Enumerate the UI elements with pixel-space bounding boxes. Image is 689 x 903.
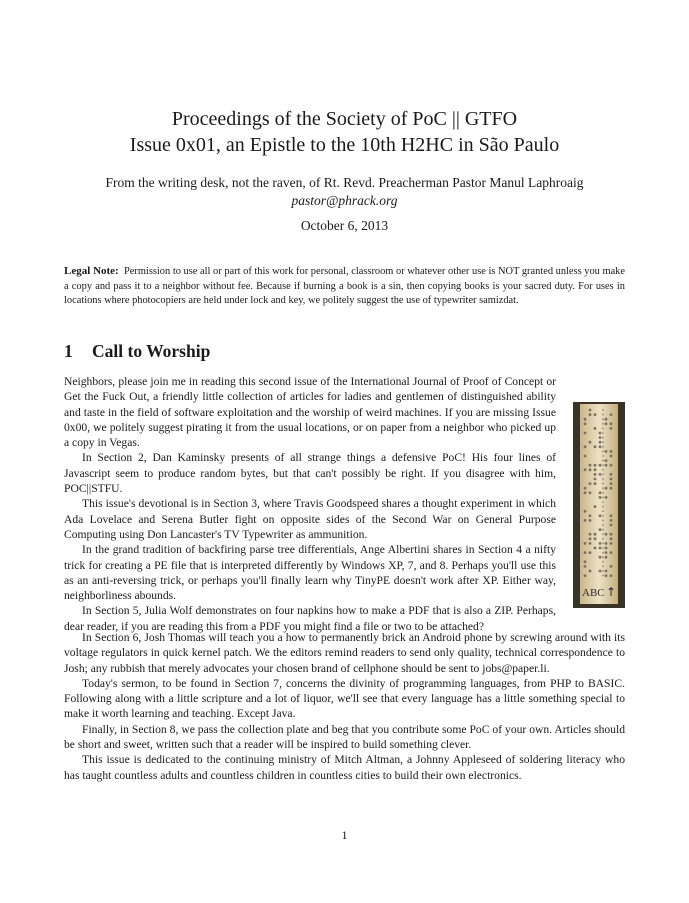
punched-hole [594,547,597,550]
paper-title [60,106,629,158]
punched-hole [599,473,602,476]
punched-hole [584,455,587,458]
sprocket-hole [602,414,604,416]
sprocket-hole [602,446,604,448]
punched-hole [589,409,592,412]
sprocket-hole [602,492,604,494]
punched-hole [610,450,613,453]
punched-hole [594,537,597,540]
punched-hole [610,422,613,425]
punched-hole [594,413,597,416]
punched-hole [599,570,602,573]
punched-hole [584,560,587,563]
sprocket-hole [602,469,604,471]
sprocket-hole [602,428,604,430]
punched-hole [584,487,587,490]
punched-hole [605,487,608,490]
punched-hole [605,547,608,550]
sprocket-hole [602,423,604,425]
tape-handwriting: ABC [582,587,605,599]
punched-hole [605,570,608,573]
punched-hole [584,445,587,448]
sprocket-hole [602,501,604,503]
punched-hole [610,574,613,577]
punched-hole [584,510,587,513]
punched-hole [589,537,592,540]
punched-hole [584,468,587,471]
punched-hole [605,418,608,421]
sprocket-hole [602,543,604,545]
punched-hole [610,487,613,490]
punched-hole [589,519,592,522]
sprocket-hole [602,520,604,522]
paragraph: In Section 5, Julia Wolf demonstrates on four napkins how to make a PDF that is also a ZIP. Perhaps, dear reader, if you are reading this from a PDF you might find a file or two to be attached? [64,604,556,633]
punched-hole [599,445,602,448]
sprocket-hole [602,455,604,457]
sprocket-hole [602,483,604,485]
punched-hole [594,478,597,481]
punched-hole [594,482,597,485]
sprocket-hole [602,533,604,535]
punched-hole [599,491,602,494]
paragraph: Neighbors, please join me in reading this second issue of the International Journal of Proof of Concept or Get the Fuck Out, a friendly little collection of articles for ladies and gentlemen of distinguished ability and taste in the field of software exploitation and the worship of weird machines. If you are missing Issue 0x00, we politely suggest pirating it from the usual locations, or on paper from a neighbor who picked up a copy in Vegas. [64,375,556,450]
punched-hole [605,551,608,554]
author-block [40,174,649,210]
punched-hole [594,468,597,471]
punched-hole [594,427,597,430]
sprocket-hole [602,524,604,526]
punched-hole [605,422,608,425]
punched-hole [584,519,587,522]
punched-hole [610,537,613,540]
punched-hole [589,468,592,471]
sprocket-hole [602,552,604,554]
punched-hole [599,528,602,531]
punched-hole [605,459,608,462]
legal-note [64,264,625,309]
sprocket-hole [602,556,604,558]
title-line-1: Proceedings of the Society of PoC || GTFO [171,108,518,130]
punched-hole [589,464,592,467]
punched-hole [599,496,602,499]
punched-hole [610,524,613,527]
sprocket-hole [602,432,604,434]
punched-hole [610,455,613,458]
author-line: From the writing desk, not the raven, of Rt. Revd. Preacherman Pastor Manul Laphroaig [105,175,584,190]
punched-hole [589,491,592,494]
punched-hole [610,427,613,430]
section-heading [64,341,210,362]
punched-hole [610,533,613,536]
punched-hole [610,478,613,481]
punched-tape-figure [573,402,625,608]
body-narrow-column [64,374,556,634]
punched-hole [589,570,592,573]
sprocket-hole [602,510,604,512]
punched-hole [605,450,608,453]
title-line-2: Issue 0x01, an Epistle to the 10th H2HC in São Paulo [129,134,560,156]
punched-hole [589,441,592,444]
sprocket-hole [602,451,604,453]
punched-hole [599,556,602,559]
legal-note-label: Legal Note: [64,265,119,277]
sprocket-hole [602,497,604,499]
sprocket-hole [602,464,604,466]
punched-hole [594,445,597,448]
punched-hole [610,482,613,485]
punched-hole [605,542,608,545]
paragraph: This issue's devotional is in Section 3, where Travis Goodspeed shares a thought experiment in which Ada Lovelace and Serena Butler fight on opposite sides of the Second War on General Purpose Computing using Don Lancaster's TV Typewriter as ammunition. [64,497,556,541]
punched-hole [589,514,592,517]
punched-hole [589,542,592,545]
sprocket-hole [602,515,604,517]
sprocket-hole [602,487,604,489]
paragraph: In Section 2, Dan Kaminsky presents of all strange things a defensive PoC! His four lines of Javascript seem to produce random bytes, but that can't possibly be right. If you disagree with him, POC||STFU. [64,451,556,496]
punched-hole [610,565,613,568]
punched-hole [584,432,587,435]
section-title: Call to Worship [92,341,211,361]
paragraph: This issue is dedicated to the continuing ministry of Mitch Altman, a Johnny Appleseed of soldering literacy who has taught countless adults and countless children in countless cities to build their own electronics. [64,753,625,782]
punched-hole [610,473,613,476]
punched-hole [594,533,597,536]
legal-note-text: Permission to use all or part of this work for personal, classroom or whatever other use is NOT granted unless you make a copy and pass it to a neighbor without fee. Because if burning a book is a sin, then copying books is your sacred duty. For uses in locations where photocopiers are held under lock and key, we politely suggest the use of typewriter samizdat. [64,266,625,307]
section-number: 1 [64,341,73,361]
sprocket-hole [602,474,604,476]
page-number: 1 [341,828,348,842]
sprocket-hole [602,437,604,439]
paragraph: In Section 6, Josh Thomas will teach you a how to permanently brick an Android phone by screwing around with its voltage regulators in quick kernel patch. We the editors remind readers to send only quality, technical correspondence to Josh; any rubbish that merely advocates your chosen brand of cellphone should be sent to jobs@paper.li. [64,631,625,675]
sprocket-hole [602,566,604,568]
sprocket-hole [602,506,604,508]
punched-hole [584,551,587,554]
punched-hole [610,464,613,467]
sprocket-hole [602,478,604,480]
sprocket-hole [602,409,604,411]
punched-hole [599,542,602,545]
punched-hole [584,422,587,425]
punched-hole [599,547,602,550]
punched-hole [610,542,613,545]
sprocket-hole [602,441,604,443]
issue-date: October 6, 2013 [300,218,389,233]
punched-hole [599,436,602,439]
punched-hole [610,551,613,554]
sprocket-hole [602,538,604,540]
punched-hole [584,565,587,568]
punched-hole [589,551,592,554]
punched-hole [610,514,613,517]
paragraph: Finally, in Section 8, we pass the collection plate and beg that you contribute some PoC of your own. Articles should be short and sweet, written such that a reader will be inspired to build something clever. [64,722,625,752]
punched-hole [605,464,608,467]
punched-hole [605,556,608,559]
punched-hole [610,413,613,416]
punched-hole [594,505,597,508]
punched-hole [599,432,602,435]
punched-hole [589,413,592,416]
up-arrow-icon: ↑ [606,585,617,599]
punched-hole [584,542,587,545]
sprocket-hole [602,575,604,577]
punched-hole [599,514,602,517]
punched-hole [589,533,592,536]
punched-hole [584,491,587,494]
punched-hole [599,441,602,444]
sprocket-hole [602,570,604,572]
punched-hole [610,519,613,522]
punched-hole [594,473,597,476]
sprocket-hole [602,547,604,549]
body-wide-column [64,630,625,783]
author-email: pastor@phrack.org [291,193,398,208]
sprocket-hole [602,529,604,531]
paragraph: In the grand tradition of backfiring parse tree differentials, Ange Albertini shares in Section 4 a nifty trick for creating a PE file that is interpreted differently by Windows XP, 7, and 8. Perhaps you'll use this as an anti-reversing trick, or perhaps you'll finally learn why TinyPE doesn't work after XP. Either way, neighborliness abounds. [64,543,556,603]
sprocket-hole [602,460,604,462]
punched-hole [584,418,587,421]
punched-hole [605,574,608,577]
punched-hole [605,496,608,499]
punched-hole [584,574,587,577]
paragraph: Today's sermon, to be found in Section 7, concerns the divinity of programming languages, from PHP to BASIC. Following along with a little scripture and a lot of liquor, we'll see that every language has a little something special to make it worth learning and teaching. Except Java. [64,676,625,721]
sprocket-hole [602,561,604,563]
punched-hole [599,464,602,467]
sprocket-hole [602,418,604,420]
punched-hole [594,464,597,467]
punched-hole [605,533,608,536]
punched-hole [589,482,592,485]
